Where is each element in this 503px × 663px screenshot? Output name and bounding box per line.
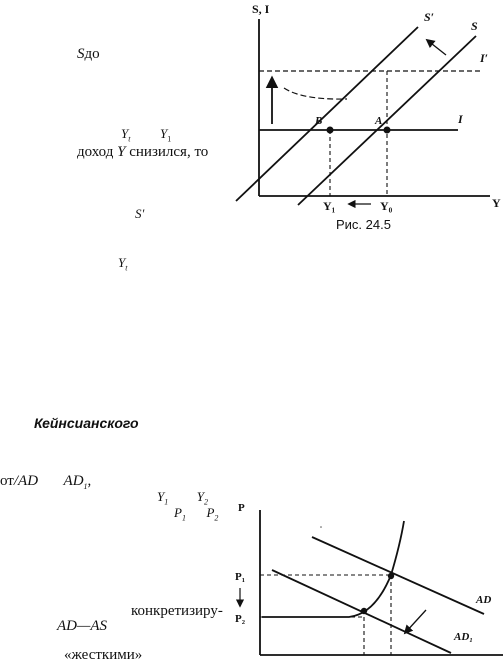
fig1-y-axis-label: S, I: [252, 2, 270, 16]
s-prime-fragment: S′: [135, 206, 145, 221]
fig2-point-lower: [361, 608, 367, 614]
do-word: до: [84, 46, 100, 62]
fig1-x-axis-label: Y: [492, 196, 501, 210]
fig2-tick-p1: P₁: [235, 571, 246, 583]
ad-line-fragment: от/AD $AD_1$,: [0, 473, 92, 491]
fig1-point-b-label: B: [315, 115, 323, 127]
income-sentence: доход Y снизился, то: [77, 144, 209, 160]
fig1-tick-y0: Y₀: [380, 199, 393, 213]
fig1-shift-arrow: [427, 40, 446, 55]
fig1-caption: Рис. 24.5: [336, 217, 391, 232]
y1-y2-fragment: $Y_1$ $Y_2$: [157, 489, 208, 507]
fig2-point-upper: [388, 573, 394, 579]
fig1-curve-i-label: I: [458, 112, 463, 126]
fig1-tick-y1: Y₁: [323, 199, 336, 213]
p1-p2-fragment: $P_1$ $P_2$: [174, 505, 219, 523]
s-var: S: [77, 46, 85, 62]
fig1-curve-s-label: S: [471, 19, 478, 33]
fig2-tick-p2: P₂: [235, 613, 246, 625]
yt-alone-fragment: $Y_t$: [118, 255, 128, 273]
fig1-curve-s-prime: [236, 27, 418, 201]
yt-label: $Y_t$: [121, 126, 131, 144]
zhestkimi-fragment: «жесткими»: [64, 647, 143, 663]
fig1-curve-i-prime-label: I′: [480, 51, 489, 65]
ad-as-fragment: AD—AS: [57, 618, 107, 634]
fig1-dashed-curve: [284, 88, 347, 99]
fig2-curve-ad-label: AD: [476, 594, 492, 606]
fig2-curve-ad1-label: AD₁: [454, 631, 474, 643]
y1-label: $Y_1$: [160, 126, 172, 144]
konkretizir-fragment: конкретизиру-: [131, 603, 223, 619]
fig1-point-a-label: A: [375, 115, 383, 127]
fig2-shift-arrow: [405, 610, 426, 633]
fig2-speck: [320, 526, 322, 528]
fig1-curve-s-prime-label: S′: [424, 10, 435, 24]
fig2-y-axis-label: P: [238, 502, 245, 514]
section-heading: Кейнсианского: [34, 415, 139, 431]
